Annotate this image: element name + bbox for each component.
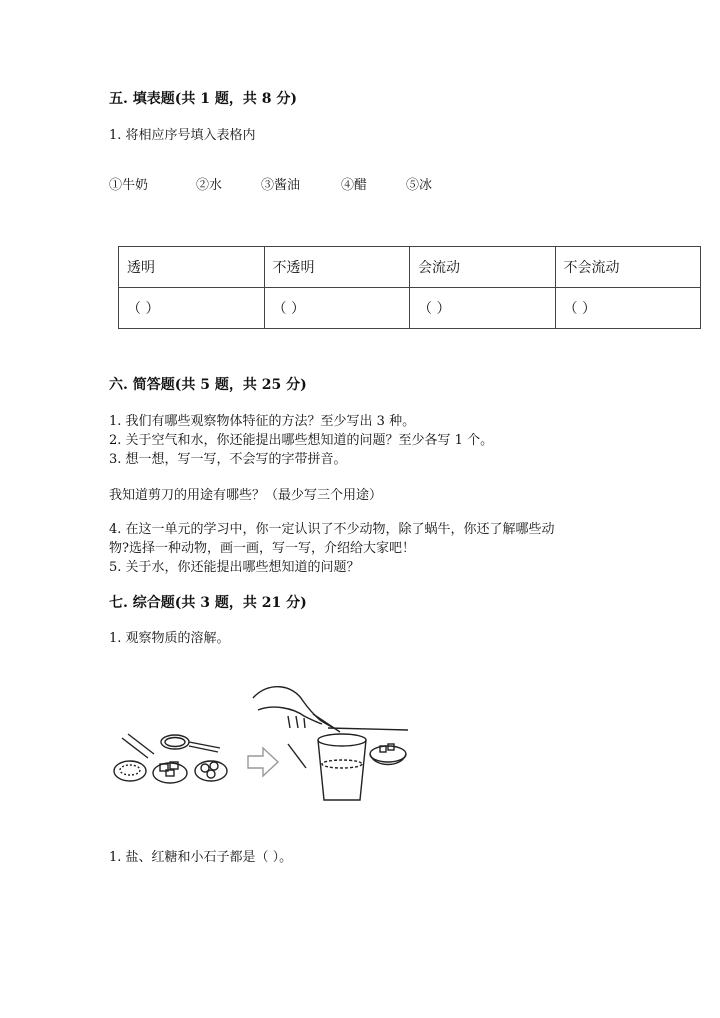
table-blank-not-flowing[interactable]: （ ） (555, 288, 701, 329)
option-vinegar: ④醋 (341, 178, 368, 193)
option-water: ②水 (196, 178, 223, 193)
dissolving-illustration (108, 676, 413, 806)
section-7-heading: 七. 综合题(共 3 题，共 21 分) (109, 595, 307, 611)
section-6-question-2: 2. 关于空气和水，你还能提出哪些想知道的问题？至少各写 1 个。 (109, 433, 494, 448)
table-header-not-flowing: 不会流动 (555, 247, 701, 288)
chopsticks-icon (122, 738, 148, 758)
salt-dish-icon (114, 761, 146, 781)
classification-table (118, 246, 701, 329)
table-header-flowing: 会流动 (410, 247, 556, 288)
section-7-question-1-sub: 1. 盐、红糖和小石子都是（ ）。 (109, 850, 293, 865)
section-6-question-3-sub: 我知道剪刀的用途有哪些？（最少写三个用途） (109, 488, 383, 503)
section-6-heading: 六. 简答题(共 5 题，共 25 分) (109, 377, 307, 393)
table-blank-transparent[interactable]: （ ） (119, 288, 265, 329)
glass-icon (318, 740, 366, 800)
option-soy-sauce: ③酱油 (261, 178, 301, 193)
option-milk: ①牛奶 (109, 178, 149, 193)
section-5-question-1: 1. 将相应序号填入表格内 (109, 128, 256, 143)
section-6-question-5: 5. 关于水，你还能提出哪些想知道的问题？ (109, 560, 360, 575)
table-blank-flowing[interactable]: （ ） (410, 288, 556, 329)
arrow-right-icon (248, 748, 278, 776)
section-6-question-1: 1. 我们有哪些观察物体特征的方法？至少写出 3 种。 (109, 414, 416, 429)
section-6-question-4-line-1: 4. 在这一单元的学习中，你一定认识了不少动物，除了蜗牛，你还了解哪些动 (109, 522, 555, 537)
section-6-question-3: 3. 想一想，写一写，不会写的字带拼音。 (109, 452, 347, 467)
table-blank-opaque[interactable]: （ ） (264, 288, 410, 329)
section-7-question-1: 1. 观察物质的溶解。 (109, 631, 230, 646)
option-ice: ⑤冰 (406, 178, 433, 193)
section-6-question-4-line-2: 物?选择一种动物，画一画，写一写，介绍给大家吧！ (109, 541, 415, 556)
section-5-heading: 五. 填表题(共 1 题，共 8 分) (109, 91, 297, 107)
table-header-opaque: 不透明 (264, 247, 410, 288)
table-header-transparent: 透明 (119, 247, 265, 288)
